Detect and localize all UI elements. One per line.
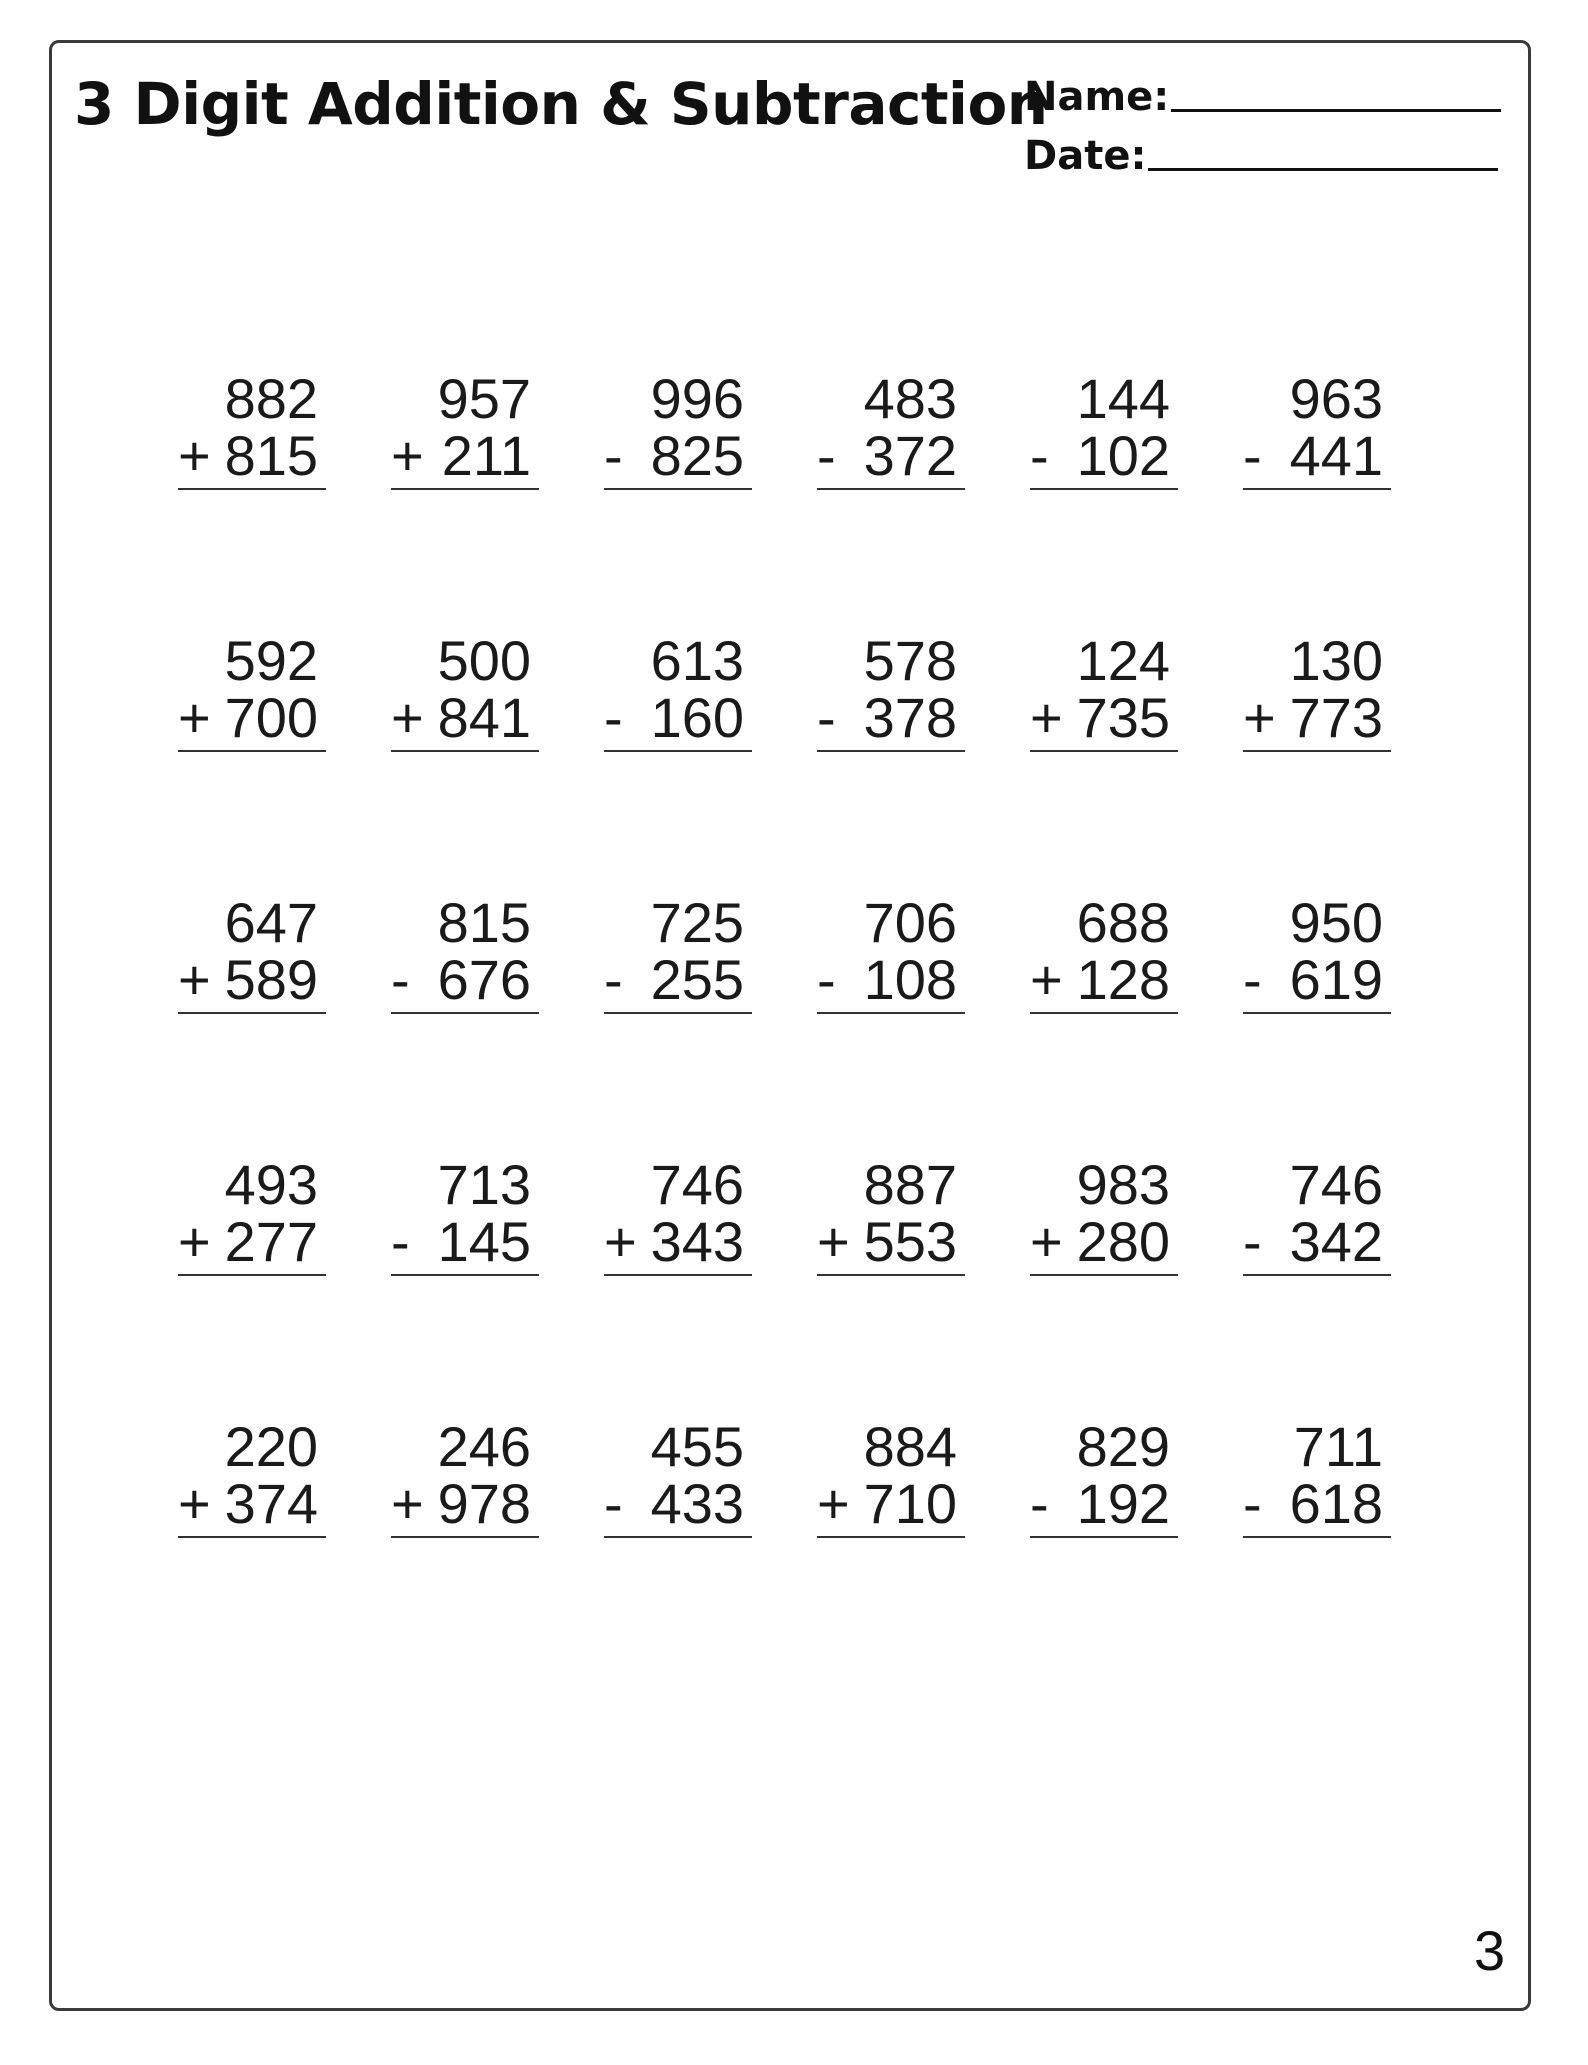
problem-operator: - (391, 948, 410, 1011)
problem-operator: - (604, 1472, 623, 1535)
date-label: Date: (1024, 133, 1147, 179)
problem-operator: + (1030, 1210, 1063, 1273)
problem (604, 1415, 752, 1538)
problem-operator: - (604, 948, 623, 1011)
problem-bottom-number: 255 (650, 948, 744, 1011)
problem (1243, 1415, 1391, 1538)
problem-bottom-line (1243, 686, 1391, 752)
problem (1030, 1153, 1178, 1276)
problem-top-number: 829 (1076, 1415, 1170, 1478)
problem-bottom-line (1243, 1210, 1391, 1276)
problem-bottom-line (817, 686, 965, 752)
page-number: 3 (1474, 1919, 1506, 1982)
problem-operator: - (1030, 1472, 1049, 1535)
problem-bottom-line (817, 1472, 965, 1538)
problem-top-number: 746 (650, 1153, 744, 1216)
problem (1243, 629, 1391, 752)
problem-bottom-line (178, 686, 326, 752)
problem-bottom-line (391, 424, 539, 490)
problem-bottom-line (1243, 1472, 1391, 1538)
problem-top-number: 884 (863, 1415, 957, 1478)
problem-operator: - (817, 424, 836, 487)
problem-bottom-line (817, 948, 965, 1014)
worksheet-title: 3 Digit Addition & Subtraction (74, 70, 1048, 138)
problem-top-number: 246 (437, 1415, 531, 1478)
problem-top-number: 220 (224, 1415, 318, 1478)
problem-operator: + (178, 1210, 211, 1273)
problem-operator: + (178, 686, 211, 749)
problem-top-number: 124 (1076, 629, 1170, 692)
problem-bottom-number: 553 (863, 1210, 957, 1273)
date-field (1024, 133, 1498, 179)
problem (817, 1153, 965, 1276)
problem-top-number: 592 (224, 629, 318, 692)
problem-bottom-line (178, 424, 326, 490)
problem (178, 629, 326, 752)
problem-bottom-line (1243, 424, 1391, 490)
problem-top-number: 996 (650, 367, 744, 430)
problem-bottom-line (604, 424, 752, 490)
problem-operator: - (604, 424, 623, 487)
problem-bottom-line (604, 686, 752, 752)
problem-top-number: 493 (224, 1153, 318, 1216)
problem (817, 629, 965, 752)
problem (1243, 891, 1391, 1014)
problem (1030, 367, 1178, 490)
problem-bottom-line (391, 686, 539, 752)
problem-bottom-number: 277 (224, 1210, 318, 1273)
problem-bottom-number: 160 (650, 686, 744, 749)
problem-operator: + (604, 1210, 637, 1273)
problem-top-number: 500 (437, 629, 531, 692)
problem (817, 367, 965, 490)
problem (817, 891, 965, 1014)
problem (391, 1153, 539, 1276)
problem-bottom-line (817, 1210, 965, 1276)
problem (1030, 891, 1178, 1014)
problem-top-number: 144 (1076, 367, 1170, 430)
problem-bottom-number: 192 (1076, 1472, 1170, 1535)
problem-operator: - (391, 1210, 410, 1273)
problem-top-number: 711 (1293, 1415, 1383, 1478)
problem-top-number: 483 (863, 367, 957, 430)
problem-bottom-number: 700 (224, 686, 318, 749)
problem-top-number: 706 (863, 891, 957, 954)
problem-bottom-line (178, 1472, 326, 1538)
problem-operator: + (1243, 686, 1276, 749)
problem (604, 367, 752, 490)
problem-grid (178, 367, 1391, 1538)
problem (604, 1153, 752, 1276)
problem-bottom-number: 710 (863, 1472, 957, 1535)
problem-top-number: 957 (437, 367, 531, 430)
problem-operator: + (391, 1472, 424, 1535)
problem-bottom-line (1030, 1472, 1178, 1538)
problem-operator: + (391, 424, 424, 487)
problem-operator: + (817, 1472, 850, 1535)
problem-bottom-line (817, 424, 965, 490)
problem-bottom-number: 374 (224, 1472, 318, 1535)
problem-bottom-line (604, 948, 752, 1014)
problem-bottom-number: 825 (650, 424, 744, 487)
problem-bottom-number: 128 (1076, 948, 1170, 1011)
problem-operator: + (178, 948, 211, 1011)
problem-bottom-number: 108 (863, 948, 957, 1011)
problem-bottom-line (1243, 948, 1391, 1014)
problem-top-number: 815 (437, 891, 531, 954)
problem-bottom-number: 378 (863, 686, 957, 749)
problem-bottom-line (391, 948, 539, 1014)
problem-top-number: 578 (863, 629, 957, 692)
problem-bottom-line (604, 1472, 752, 1538)
problem-top-number: 983 (1076, 1153, 1170, 1216)
problem-bottom-number: 618 (1289, 1472, 1383, 1535)
problem-bottom-number: 343 (650, 1210, 744, 1273)
problem-operator: - (817, 686, 836, 749)
problem-bottom-number: 280 (1076, 1210, 1170, 1273)
problem-bottom-number: 841 (437, 686, 531, 749)
problem-bottom-line (1030, 424, 1178, 490)
problem-operator: - (817, 948, 836, 1011)
problem-bottom-number: 441 (1289, 424, 1383, 487)
problem-top-number: 613 (650, 629, 744, 692)
problem (1243, 367, 1391, 490)
problem-operator: - (1030, 424, 1049, 487)
problem (178, 1153, 326, 1276)
problem-top-number: 882 (224, 367, 318, 430)
date-line[interactable] (1148, 167, 1498, 171)
problem (1030, 1415, 1178, 1538)
problem-operator: + (817, 1210, 850, 1273)
problem-bottom-number: 145 (437, 1210, 531, 1273)
problem-bottom-number: 589 (224, 948, 318, 1011)
problem-top-number: 887 (863, 1153, 957, 1216)
problem-top-number: 713 (437, 1153, 531, 1216)
problem-bottom-number: 676 (437, 948, 531, 1011)
name-label: Name: (1024, 74, 1170, 120)
problem-top-number: 688 (1076, 891, 1170, 954)
problem-operator: - (1243, 424, 1262, 487)
problem-bottom-line (391, 1472, 539, 1538)
problem (391, 1415, 539, 1538)
problem-bottom-number: 372 (863, 424, 957, 487)
problem-bottom-line (391, 1210, 539, 1276)
problem-bottom-number: 978 (437, 1472, 531, 1535)
problem (391, 629, 539, 752)
problem-bottom-number: 619 (1289, 948, 1383, 1011)
problem (817, 1415, 965, 1538)
problem-bottom-number: 433 (650, 1472, 744, 1535)
problem-top-number: 130 (1289, 629, 1383, 692)
problem-top-number: 950 (1289, 891, 1383, 954)
problem-operator: - (1243, 948, 1262, 1011)
problem-operator: + (178, 1472, 211, 1535)
problem-bottom-number: 735 (1076, 686, 1170, 749)
problem (1243, 1153, 1391, 1276)
problem (604, 891, 752, 1014)
problem-top-number: 746 (1289, 1153, 1383, 1216)
problem (1030, 629, 1178, 752)
problem-operator: + (391, 686, 424, 749)
problem (178, 891, 326, 1014)
problem-bottom-line (604, 1210, 752, 1276)
problem-operator: + (178, 424, 211, 487)
problem-bottom-number: 102 (1076, 424, 1170, 487)
problem-bottom-number: 773 (1289, 686, 1383, 749)
problem-bottom-line (1030, 948, 1178, 1014)
problem (391, 367, 539, 490)
problem-bottom-line (178, 1210, 326, 1276)
problem (178, 1415, 326, 1538)
problem-operator: - (1243, 1472, 1262, 1535)
problem (178, 367, 326, 490)
name-line[interactable] (1171, 108, 1501, 112)
problem-top-number: 725 (650, 891, 744, 954)
name-field (1024, 74, 1501, 120)
problem-top-number: 963 (1289, 367, 1383, 430)
problem-top-number: 455 (650, 1415, 744, 1478)
problem-operator: + (1030, 686, 1063, 749)
problem-bottom-number: 211 (441, 424, 531, 487)
problem (604, 629, 752, 752)
problem-operator: - (1243, 1210, 1262, 1273)
problem-top-number: 647 (224, 891, 318, 954)
problem-operator: - (604, 686, 623, 749)
problem-bottom-number: 815 (224, 424, 318, 487)
problem-bottom-line (1030, 1210, 1178, 1276)
problem-bottom-number: 342 (1289, 1210, 1383, 1273)
problem (391, 891, 539, 1014)
problem-bottom-line (1030, 686, 1178, 752)
problem-operator: + (1030, 948, 1063, 1011)
problem-bottom-line (178, 948, 326, 1014)
